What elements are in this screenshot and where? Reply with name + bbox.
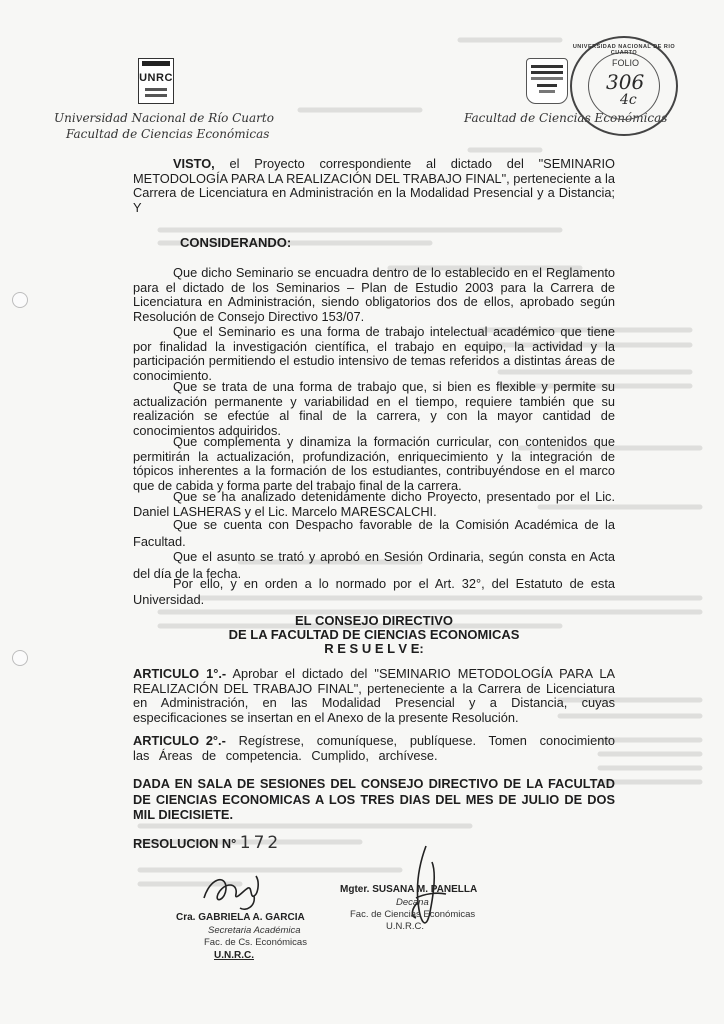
article-2 — [133, 734, 615, 763]
visto-label: VISTO, — [173, 156, 215, 171]
article-2-text: Regístrese, comuníquese, publíquese. Tomen conocimiento las Áreas de competencia. Cumplido, archívese. — [133, 733, 615, 763]
article-2-label: ARTICULO 2°.- — [133, 733, 226, 748]
folio-label: FOLIO — [612, 58, 640, 68]
resolution-line — [133, 833, 615, 853]
visto-text: el Proyecto correspondiente al dictado del "SEMINARIO METODOLOGÍA PARA LA REALIZACIÓN DEL TRABAJO FINAL", perteneciente a la Carrera de Licenciatura en Administración en la Modalidad Presencial y a Distancia; Y — [133, 156, 616, 215]
unrc-logo — [138, 58, 174, 104]
punch-hole-top — [12, 292, 28, 308]
article-1-label: ARTICULO 1°.- — [133, 666, 227, 681]
dada-paragraph: DADA EN SALA DE SESIONES DEL CONSEJO DIRECTIVO DE LA FACULTAD DE CIENCIAS ECONOMICAS A LOS TRES DIAS DEL MES DE JULIO DE DOS MIL DIECISIETE. — [133, 776, 615, 822]
considerando-heading: CONSIDERANDO: — [180, 235, 292, 250]
considerando-paragraph-3: Que se trata de una forma de trabajo que, si bien es flexible y permite su actualización permanente y variabilidad en el tiempo, requiere también que su realización se efectúe al final de la carrera, y con la mayor cantidad de conocimientos adquiridos. — [133, 379, 615, 438]
punch-hole-bottom — [12, 650, 28, 666]
considerando-paragraph-5: Que se ha analizado detenidamente dicho Proyecto, presentado por el Lic. Daniel LASHERAS y el Lic. Marcelo MARESCALCHI. — [133, 489, 615, 519]
signature-left-university: U.N.R.C. — [214, 950, 254, 961]
considerando-paragraph-8: Por ello, y en orden a lo normado por el Art. 32°, del Estatuto de esta Universidad. — [133, 576, 615, 607]
signature-right-org: Fac. de Ciencias Económicas — [350, 909, 476, 920]
folio-sub-number: 4c — [620, 92, 637, 108]
article-1-text: Aprobar el dictado del "SEMINARIO METODOLOGÍA PARA LA REALIZACIÓN DEL TRABAJO FINAL", perteneciente a la Carrera de Licenciatura en Administración, en las Modalidad Presencial y a Distancia, cuyas especificaciones se insertan en el Anexo de la presente Resolución. — [133, 666, 616, 725]
article-1 — [133, 667, 615, 725]
faculty-name-left: Facultad de Ciencias Económicas — [66, 127, 270, 141]
folio-number: 306 — [606, 70, 645, 94]
signature-right-role: Decana — [396, 897, 429, 908]
resolution-number: 172 — [239, 833, 282, 853]
unrc-logo-text: UNRC — [139, 72, 173, 84]
resolution-label: RESOLUCION N° — [133, 836, 237, 851]
faculty-name-right: Facultad de Ciencias Económicas — [464, 111, 668, 125]
visto-paragraph — [133, 157, 615, 215]
signature-left-role: Secretaria Académica — [208, 925, 301, 936]
university-name: Universidad Nacional de Río Cuarto — [54, 111, 274, 125]
signature-left-name: Cra. GABRIELA A. GARCIA — [176, 912, 305, 923]
considerando-paragraph-1: Que dicho Seminario se encuadra dentro de lo establecido en el Reglamento para el dictado de los Seminarios – Plan de Estudio 2003 para la Carrera de Licenciatura en Administración, siendo obligatorios dos de ellos, aprobado según Resolución de Consejo Directivo 153/07. — [133, 265, 615, 324]
council-line-1: EL CONSEJO DIRECTIVO — [295, 613, 453, 628]
council-line-2: DE LA FACULTAD DE CIENCIAS ECONOMICAS — [228, 627, 520, 642]
signature-left-scrawl — [196, 868, 276, 918]
fce-logo — [526, 58, 568, 104]
signature-left-org: Fac. de Cs. Económicas — [204, 937, 307, 948]
considerando-paragraph-7: Que el asunto se trató y aprobó en Sesión Ordinaria, según consta en Acta del día de la fecha. — [133, 549, 615, 581]
resuelve-heading: R E S U E L V E: — [324, 641, 424, 656]
signature-right-name: Mgter. SUSANA M. PANELLA — [340, 884, 478, 895]
considerando-paragraph-2: Que el Seminario es una forma de trabajo intelectual académico que tiene por finalidad la investigación científica, el trabajo en equipo, la actividad y la participación permitiendo el estudio intensivo de temas referidos a distintas áreas de conocimiento. — [133, 324, 615, 383]
signature-right-university: U.N.R.C. — [386, 921, 424, 932]
considerando-paragraph-4: Que complementa y dinamiza la formación curricular, con contenidos que permitirán la actualización, profundización, enriquecimiento y la integración de tópicos inherentes a la formación de los estudiantes, contribuyéndose en el marco que de cabida y forma parte del trabajo final de la carrera. — [133, 434, 615, 493]
considerando-paragraph-6: Que se cuenta con Despacho favorable de la Comisión Académica de la Facultad. — [133, 517, 615, 549]
stamp-ring-text: UNIVERSIDAD NACIONAL DE RIO CUARTO — [572, 44, 676, 56]
